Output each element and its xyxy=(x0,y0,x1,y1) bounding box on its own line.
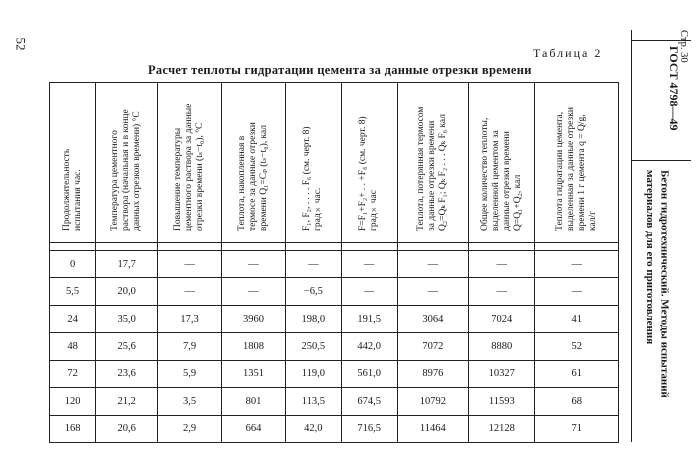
table-cell: 41 xyxy=(535,305,619,332)
col-header: Общее количество теплоты, выделенной цементом за данные отрезки времени Q=Q₁+Q₂, кал xyxy=(469,83,535,243)
table-cell: 11593 xyxy=(469,388,535,415)
table-cell: — xyxy=(469,250,535,277)
table-row xyxy=(50,360,619,387)
col-header: F₁, F₂, . . . . F₆ (см. черт. 8) град×час. xyxy=(285,83,341,243)
table-cell: 8976 xyxy=(397,360,469,387)
table-row xyxy=(50,388,619,415)
table-cell: −6,5 xyxy=(285,278,341,305)
table-cell: 5,9 xyxy=(158,360,222,387)
table-cell: 7072 xyxy=(397,333,469,360)
table-cell: 17,3 xyxy=(158,305,222,332)
table-row xyxy=(50,278,619,305)
table-cell: 21,2 xyxy=(96,388,158,415)
table-row xyxy=(50,250,619,277)
table-cell: 5,5 xyxy=(50,278,96,305)
table-cell: 17,7 xyxy=(96,250,158,277)
table-cell: 42,0 xyxy=(285,415,341,442)
table-cell: — xyxy=(535,250,619,277)
table-cell: 20,6 xyxy=(96,415,158,442)
table-cell: 1808 xyxy=(222,333,286,360)
table-cell: 61 xyxy=(535,360,619,387)
table-row xyxy=(50,415,619,442)
table-cell: 71 xyxy=(535,415,619,442)
table-label: Таблица 2 xyxy=(533,46,603,60)
table-cell: 561,0 xyxy=(341,360,397,387)
table-cell: 3960 xyxy=(222,305,286,332)
table-cell: 120 xyxy=(50,388,96,415)
table-cell: — xyxy=(222,250,286,277)
table-cell: 35,0 xyxy=(96,305,158,332)
table-cell: — xyxy=(158,278,222,305)
table-cell: 674,5 xyxy=(341,388,397,415)
table-cell: 113,5 xyxy=(285,388,341,415)
table-cell: — xyxy=(341,250,397,277)
table-cell: 3,5 xyxy=(158,388,222,415)
side-divider-mid xyxy=(631,160,691,161)
table-cell: 48 xyxy=(50,333,96,360)
table-cell: — xyxy=(285,250,341,277)
standard-title: Бетон гидротехнический. Методы испытаний материалов для его приготовления xyxy=(643,170,671,398)
hydration-heat-table xyxy=(49,82,619,443)
header-row xyxy=(50,83,619,243)
table-cell: 12128 xyxy=(469,415,535,442)
table-cell: 10792 xyxy=(397,388,469,415)
table-cell: 250,5 xyxy=(285,333,341,360)
table-cell: 664 xyxy=(222,415,286,442)
table-cell: 1351 xyxy=(222,360,286,387)
table-cell: 8880 xyxy=(469,333,535,360)
table-cell: 0 xyxy=(50,250,96,277)
table-cell: 7,9 xyxy=(158,333,222,360)
table-cell: 3064 xyxy=(397,305,469,332)
page-reference: Стр. 30 xyxy=(678,30,689,63)
side-divider xyxy=(631,30,632,442)
col-header: Повышение температуры цементного раствора за данные отрезки времени (tₛ−t₀), °С xyxy=(158,83,222,243)
col-header: Теплота, накопленная в термосе за данные отрезки времени Q₁=Cₚ (tₛ−t₀), кал xyxy=(222,83,286,243)
table-cell: 801 xyxy=(222,388,286,415)
table-cell: 23,6 xyxy=(96,360,158,387)
col-header: Температура цементного раствора (начальная и в конце данных отрезков времени) °С xyxy=(96,83,158,243)
table-title: Расчет теплоты гидратации цемента за данные отрезки времени xyxy=(148,63,532,77)
table-cell: 7024 xyxy=(469,305,535,332)
table-cell: 198,0 xyxy=(285,305,341,332)
table-cell: — xyxy=(469,278,535,305)
gost-number: ГОСТ 4798—49 xyxy=(667,46,681,131)
table-cell: — xyxy=(535,278,619,305)
table-row xyxy=(50,305,619,332)
table-cell: 20,0 xyxy=(96,278,158,305)
table-cell: 119,0 xyxy=(285,360,341,387)
table-cell: 11464 xyxy=(397,415,469,442)
table-cell: — xyxy=(341,278,397,305)
table-cell: 442,0 xyxy=(341,333,397,360)
page-number: 52 xyxy=(13,37,29,51)
col-header: Теплота гидратации цемента, выделенная за данные отрезки времени 1 г цемента q = Q/g, кал/г xyxy=(535,83,619,243)
col-header: Продолжительность испытания час. xyxy=(50,83,96,243)
table-cell: 52 xyxy=(535,333,619,360)
table-cell: 10327 xyxy=(469,360,535,387)
table-cell: 68 xyxy=(535,388,619,415)
table-cell: 24 xyxy=(50,305,96,332)
table-cell: 716,5 xyxy=(341,415,397,442)
table-cell: 25,6 xyxy=(96,333,158,360)
col-header: Теплота, потерянная термосом за данные отрезки времени Q₂=Qₖ F₁; Qₖ F₂ . . . Qₖ F₆ кал xyxy=(397,83,469,243)
table-cell: 72 xyxy=(50,360,96,387)
table-cell: — xyxy=(222,278,286,305)
table-cell: — xyxy=(397,250,469,277)
table-cell: — xyxy=(158,250,222,277)
table-cell: 2,9 xyxy=(158,415,222,442)
table-cell: 168 xyxy=(50,415,96,442)
table-row xyxy=(50,333,619,360)
table-cell: 191,5 xyxy=(341,305,397,332)
col-header: F=F₁+F₂+ . . +F₆ (см. черт. 8) град×час xyxy=(341,83,397,243)
table-cell: — xyxy=(397,278,469,305)
